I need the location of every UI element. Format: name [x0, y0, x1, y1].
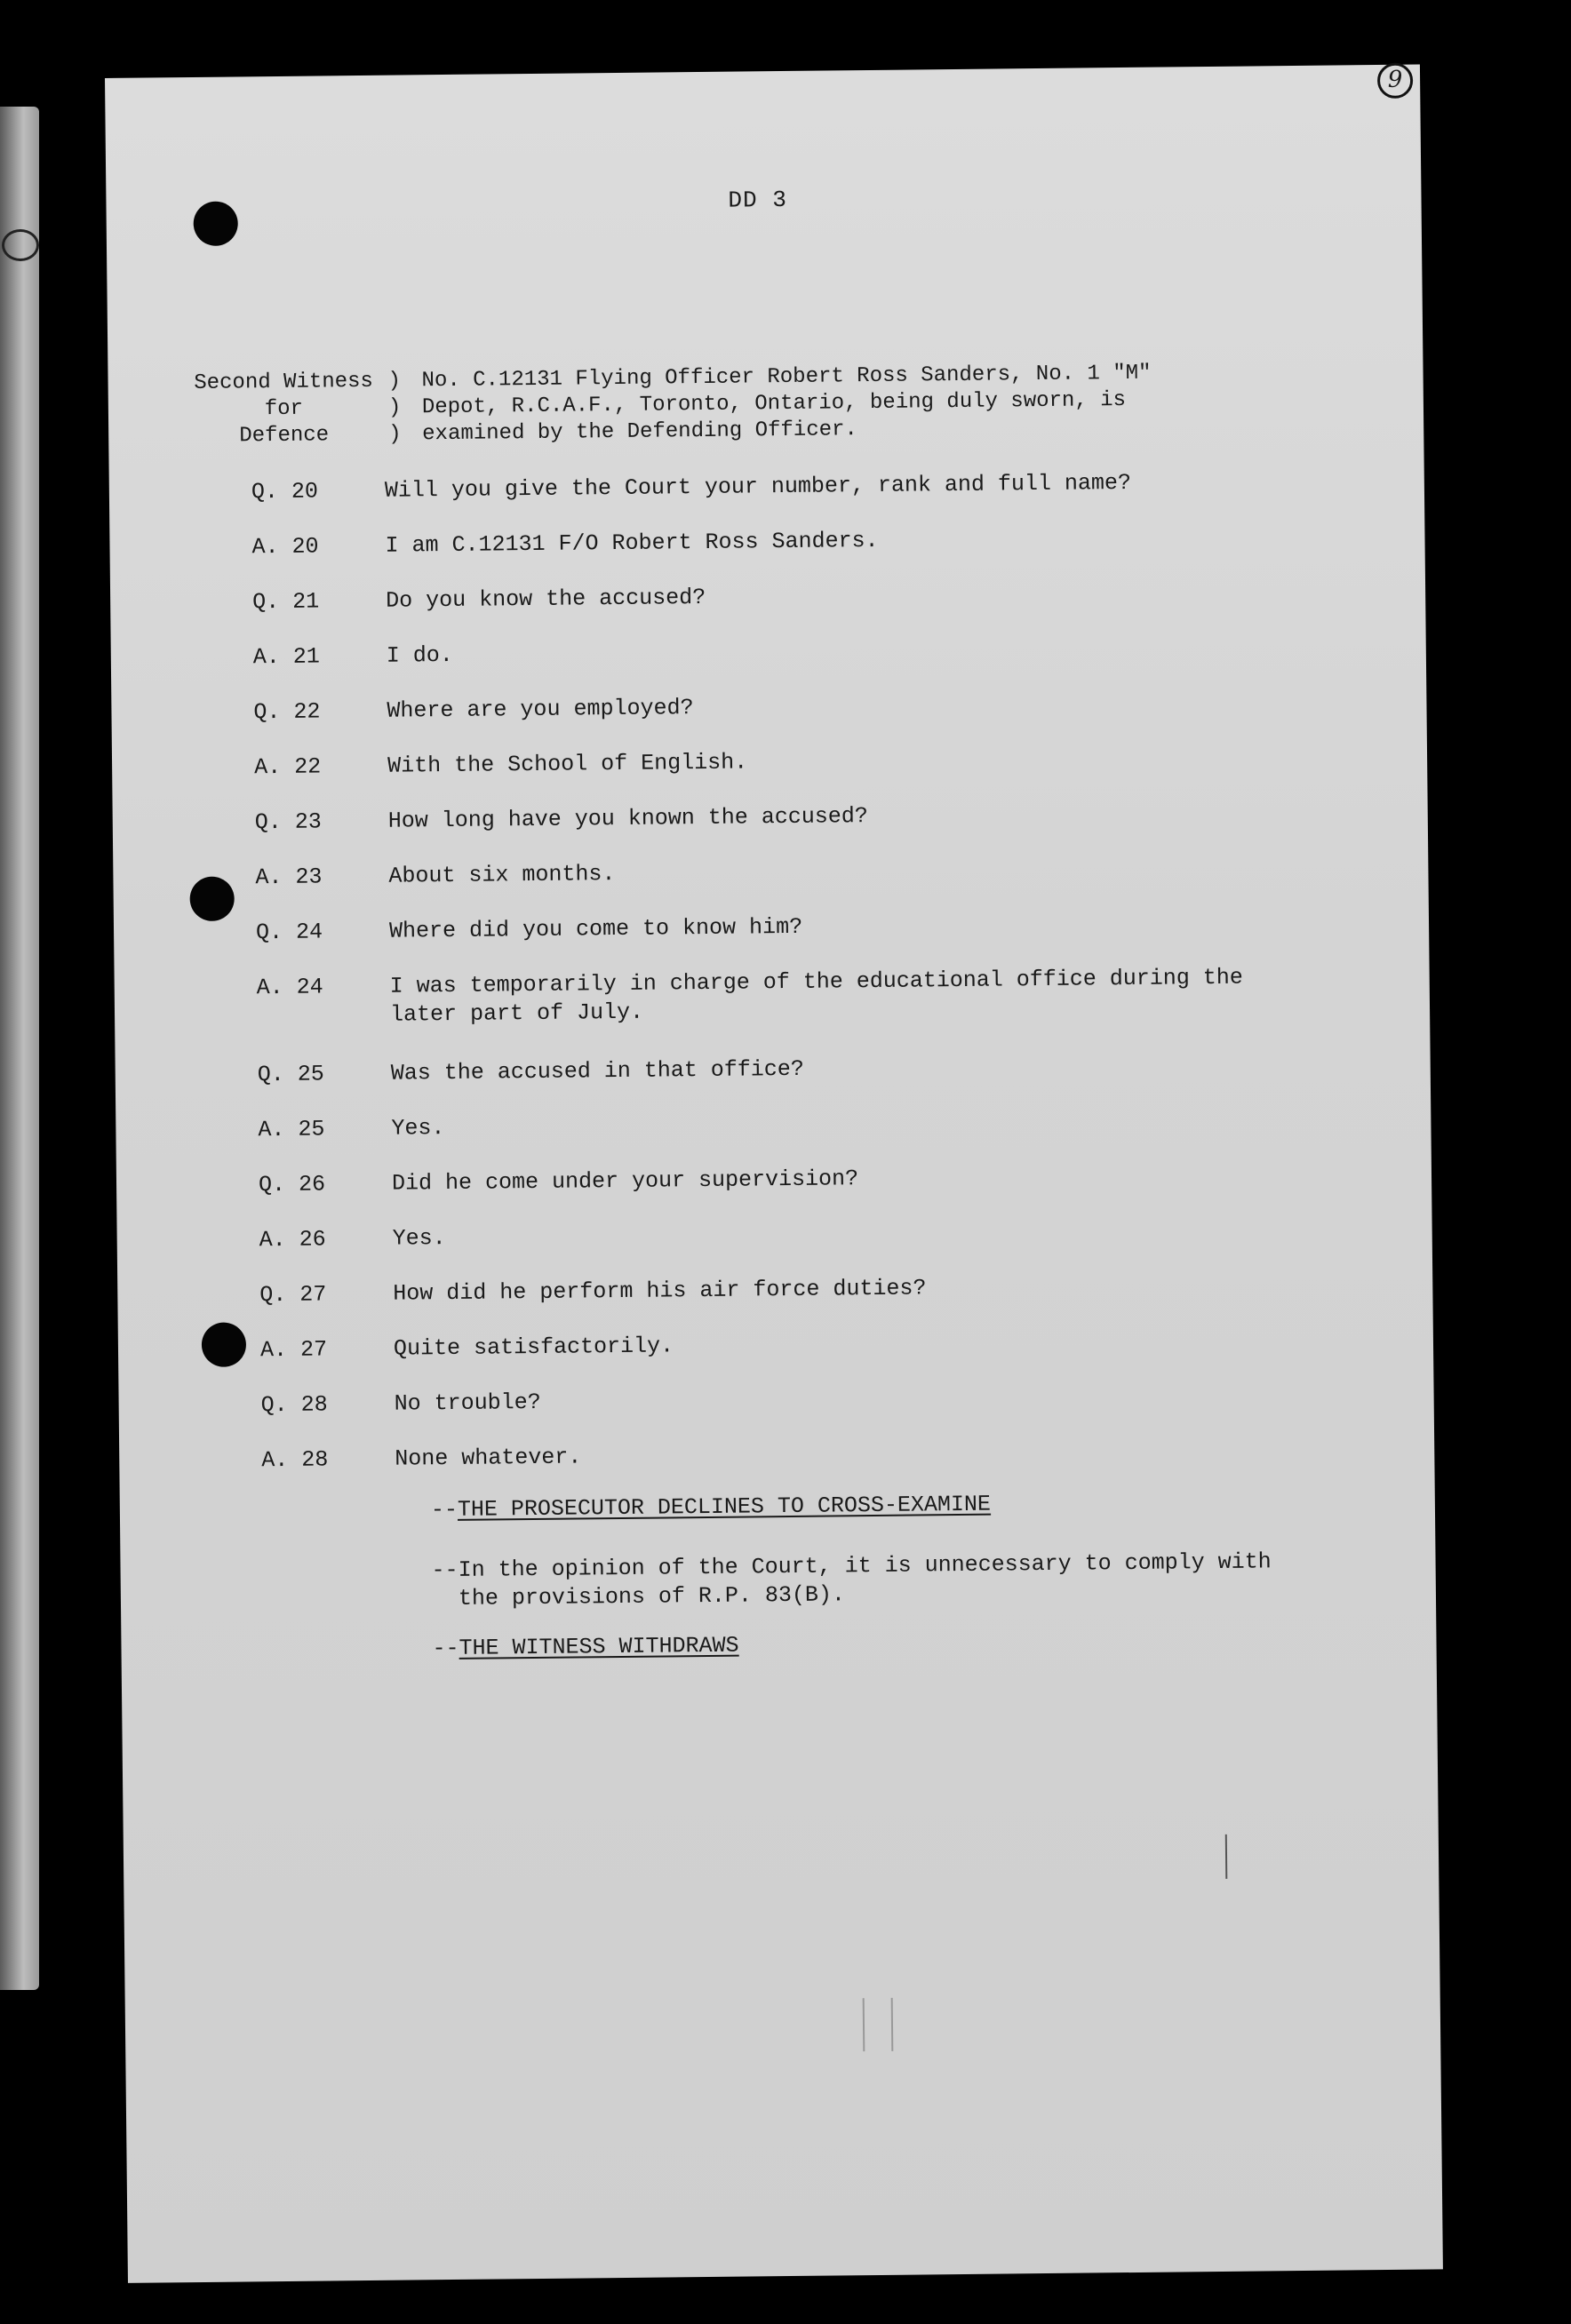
document-page [105, 65, 1443, 2283]
qa-label: A. 25 [258, 1116, 325, 1143]
qa-text: Yes. [392, 1225, 446, 1252]
qa-row-q20 [251, 469, 1131, 506]
qa-text: Quite satisfactorily. [393, 1333, 674, 1362]
qa-label: Q. 26 [258, 1171, 326, 1198]
scratch-mark [863, 1998, 865, 2051]
witness-text: No. C.12131 Flying Officer Robert Ross Sanders, No. 1 "M" [421, 361, 1152, 394]
qa-label: Q. 24 [255, 919, 323, 946]
witness-label: Defence [239, 423, 330, 449]
qa-text: With the School of English. [387, 749, 748, 779]
qa-text: I do. [386, 641, 453, 669]
qa-label: A. 20 [251, 533, 319, 561]
qa-text: Where did you come to know him? [388, 913, 803, 944]
qa-row-a28 [261, 1443, 581, 1475]
punch-hole-top [193, 201, 238, 246]
qa-label: A. 23 [255, 864, 323, 891]
court-opinion-note [431, 1548, 1272, 1613]
qa-label: A. 26 [259, 1226, 326, 1254]
qa-text: Yes. [391, 1115, 445, 1142]
qa-label: Q. 23 [254, 808, 322, 836]
qa-label: Q. 21 [252, 588, 320, 616]
note-dash: -- [431, 1556, 459, 1584]
witness-label: for [264, 396, 304, 422]
witness-text: Depot, R.C.A.F., Toronto, Ontario, being duly sworn, is [421, 387, 1127, 420]
qa-label: A. 22 [253, 753, 322, 781]
header-code: DD 3 [728, 186, 788, 214]
qa-label: A. 28 [261, 1446, 329, 1474]
qa-text: No trouble? [394, 1389, 541, 1417]
qa-text: Did he come under your supervision? [391, 1166, 859, 1197]
qa-row-q27 [259, 1274, 926, 1309]
note-text: the provisions of R.P. 83(B). [458, 1581, 846, 1612]
page-number: 9 [1377, 63, 1413, 99]
bracket: ) [387, 369, 402, 394]
qa-row-q24 [256, 913, 802, 947]
qa-row-a27 [260, 1332, 674, 1365]
qa-row-q23 [255, 802, 868, 837]
qa-row-a21 [253, 641, 453, 672]
qa-row-a24 [257, 964, 1244, 1031]
qa-row-q26 [259, 1165, 858, 1199]
qa-text: How long have you known the accused? [387, 803, 868, 834]
note-text: THE WITNESS WITHDRAWS [459, 1632, 739, 1661]
qa-text: How did he perform his air force duties? [393, 1275, 927, 1307]
witness-heading [179, 361, 1152, 450]
note-text: In the opinion of the Court, it is unnecessary to comply with [458, 1548, 1272, 1583]
qa-label: Q. 20 [251, 478, 319, 505]
scratch-mark [1225, 1835, 1228, 1879]
qa-text: Was the accused in that office? [390, 1055, 804, 1086]
adjacent-page-mark [2, 229, 39, 261]
qa-text: Do you know the accused? [386, 584, 706, 614]
qa-label: Q. 22 [253, 698, 321, 726]
witness-text: examined by the Defending Officer. [422, 418, 858, 447]
qa-row-a22 [254, 748, 747, 782]
qa-label: Q. 28 [260, 1391, 328, 1419]
qa-label: A. 27 [259, 1336, 328, 1364]
qa-text: None whatever. [395, 1444, 582, 1472]
qa-row-q25 [258, 1055, 804, 1089]
witness-label: Second Witness [194, 369, 374, 395]
note-dash: -- [432, 1635, 459, 1662]
note-dash: -- [430, 1496, 459, 1524]
qa-row-a26 [259, 1224, 446, 1254]
qa-label: A. 24 [256, 974, 323, 1001]
note-text: THE PROSECUTOR DECLINES TO CROSS-EXAMINE [457, 1491, 992, 1523]
scratch-mark [891, 1998, 894, 2051]
qa-label: Q. 25 [257, 1061, 324, 1088]
qa-label: A. 21 [252, 643, 320, 671]
qa-text: later part of July. [389, 999, 644, 1028]
qa-row-q28 [260, 1389, 540, 1420]
qa-row-a25 [258, 1114, 444, 1144]
punch-hole-bottom [202, 1322, 247, 1367]
qa-text: Where are you employed? [387, 695, 694, 724]
qa-row-q22 [253, 694, 693, 727]
punch-hole-middle [189, 877, 235, 922]
qa-text: Will you give the Court your number, rank and full name? [384, 469, 1132, 504]
qa-text: About six months. [388, 861, 616, 889]
withdraws-note [432, 1632, 738, 1664]
qa-label: Q. 27 [259, 1281, 327, 1309]
qa-text: I am C.12131 F/O Robert Ross Sanders. [385, 527, 879, 559]
adjacent-page-edge [0, 107, 39, 1990]
qa-text: I was temporarily in charge of the educational office during the [389, 964, 1243, 999]
prosecutor-note [431, 1491, 991, 1525]
bracket: ) [387, 395, 402, 420]
qa-row-a23 [255, 860, 615, 892]
bracket: ) [388, 422, 402, 447]
qa-row-a20 [251, 527, 878, 561]
qa-row-q21 [252, 584, 706, 617]
